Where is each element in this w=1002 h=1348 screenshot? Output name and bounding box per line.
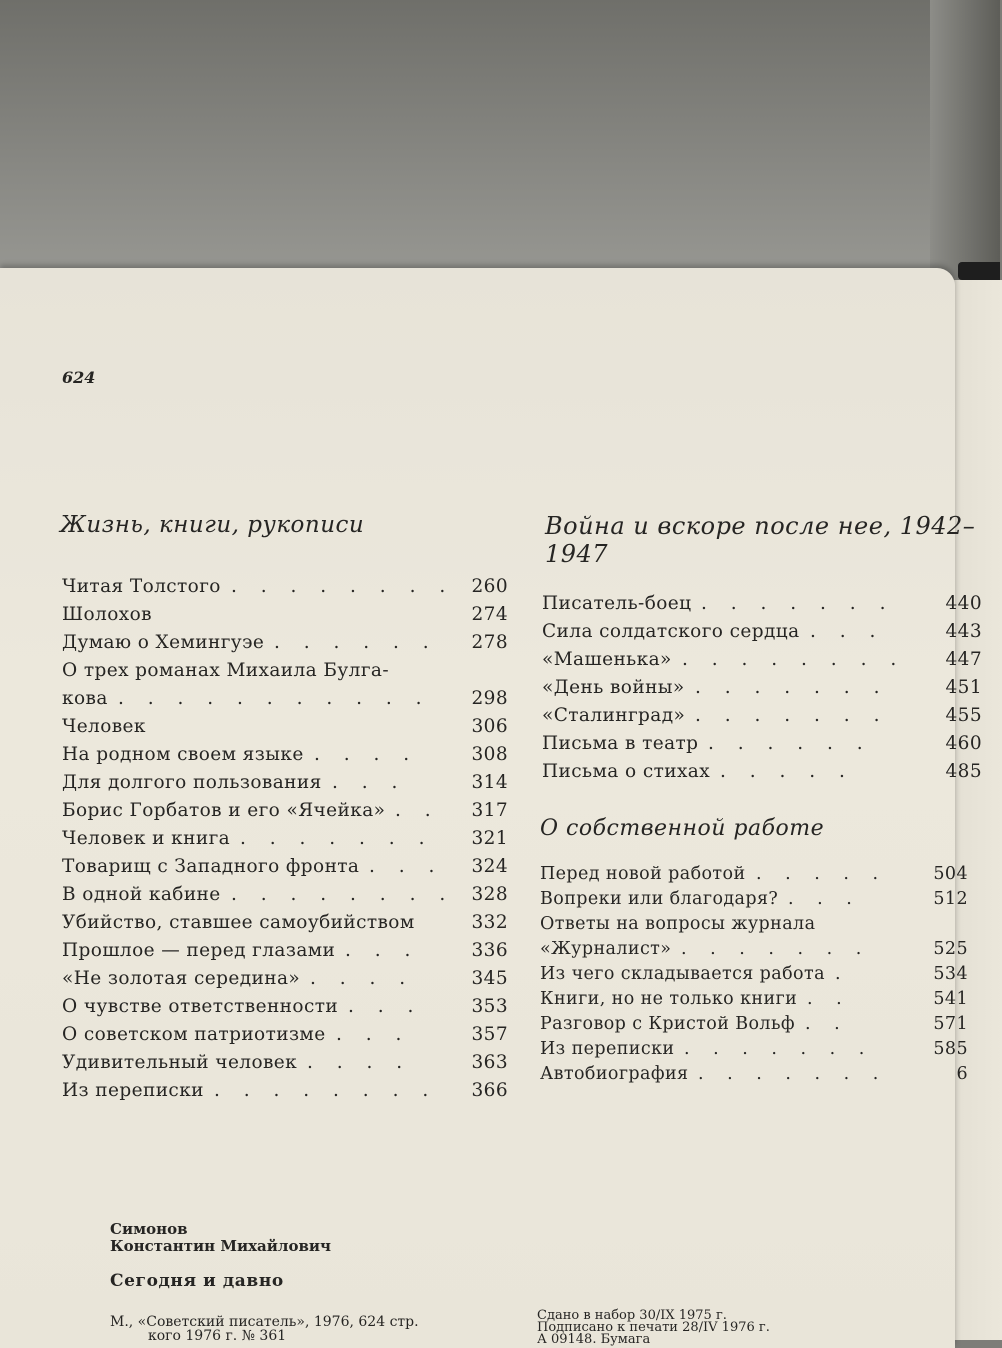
toc-entry-page: 366: [471, 1080, 508, 1101]
toc-entry: [62, 965, 508, 993]
toc-entry-title: Для долгого пользования: [62, 772, 322, 793]
toc-entry-page: 485: [945, 761, 982, 782]
toc-entry-page: 308: [471, 744, 508, 765]
toc-leader-dots: . . . . . . .: [698, 1064, 888, 1084]
left-section-title: Жизнь, книги, рукописи: [60, 512, 365, 538]
toc-entry: [62, 573, 508, 601]
book-page: [0, 268, 982, 1348]
toc-entry-title: «Сталинград»: [542, 705, 686, 726]
toc-entry-title: «Машенька»: [542, 649, 672, 670]
toc-entry-title: Письма о стихах: [542, 761, 711, 782]
toc-entry-page: 6: [956, 1064, 968, 1084]
colophon-author-name: Константин Михайлович: [110, 1237, 332, 1255]
toc-leader-dots: . . .: [369, 856, 444, 877]
toc-entry-title: На родном своем языке: [62, 744, 304, 765]
toc-entry: [62, 629, 508, 657]
toc-entry: [62, 853, 508, 881]
toc-entry-title: «День войны»: [542, 677, 685, 698]
toc-entry-page: 571: [933, 1014, 968, 1034]
toc-entry: [62, 685, 508, 713]
colophon-order: А 09148. Бумага: [537, 1332, 651, 1347]
toc-entry: [542, 618, 982, 646]
toc-entry-title: Товарищ с Западного фронта: [62, 856, 360, 877]
toc-entry-page: 443: [945, 621, 982, 642]
toc-entry-page: 440: [945, 593, 982, 614]
toc-entry-title: Человек и книга: [62, 828, 231, 849]
toc-entry: [540, 887, 968, 912]
toc-entry-title: Из переписки: [62, 1080, 204, 1101]
toc-leader-dots: . . . .: [314, 744, 419, 765]
toc-entry: [540, 937, 968, 962]
toc-entry-title: Думаю о Хемингуэе: [62, 632, 265, 653]
left-toc-list: [62, 573, 508, 1105]
toc-entry-title: Убийство, ставшее самоубийством: [62, 912, 415, 933]
toc-entry-title: Письма в театр: [542, 733, 699, 754]
toc-leader-dots: . . . . . . .: [701, 593, 895, 614]
toc-entry: [62, 601, 508, 629]
toc-leader-dots: . . . . . . . .: [214, 1080, 438, 1101]
toc-entry-title: О чувстве ответственности: [62, 996, 339, 1017]
toc-entry-title: «Журналист»: [540, 939, 672, 959]
toc-entry-title: Из переписки: [540, 1039, 675, 1059]
toc-entry-page: 541: [933, 989, 968, 1009]
toc-entry: [540, 1062, 968, 1087]
toc-entry-page: 274: [471, 604, 508, 625]
right-toc-list-1: [542, 590, 982, 786]
toc-leader-dots: . . . . .: [756, 864, 888, 884]
toc-leader-dots: . . . . . . . . . . .: [118, 688, 431, 709]
toc-entry: [62, 657, 508, 685]
toc-entry-page: 328: [471, 884, 508, 905]
toc-entry: [62, 937, 508, 965]
toc-entry-page: 278: [471, 632, 508, 653]
toc-entry-page: 357: [471, 1024, 508, 1045]
toc-entry: [62, 909, 508, 937]
toc-entry: [540, 1012, 968, 1037]
background-shadow: [930, 0, 1000, 300]
toc-entry-page: 345: [471, 968, 508, 989]
toc-entry: [62, 713, 508, 741]
toc-entry: [62, 993, 508, 1021]
toc-entry: [540, 1037, 968, 1062]
toc-leader-dots: . . .: [345, 940, 420, 961]
toc-leader-dots: . . . . .: [720, 761, 854, 782]
toc-entry: [542, 702, 982, 730]
toc-entry: [542, 730, 982, 758]
toc-entry: [62, 825, 508, 853]
colophon-typeset: Сдано в набор 30/IX 1975 г.: [537, 1308, 727, 1323]
toc-leader-dots: . . . . . . .: [681, 939, 871, 959]
toc-entry-page: 447: [945, 649, 982, 670]
toc-leader-dots: . . . . . . .: [695, 677, 889, 698]
toc-entry: [62, 797, 508, 825]
toc-leader-dots: . . . . . . . .: [682, 649, 906, 670]
toc-entry: [62, 769, 508, 797]
colophon-book-title: Сегодня и давно: [110, 1271, 284, 1291]
toc-entry-title: Читая Толстого: [62, 576, 221, 597]
toc-leader-dots: . . . . . . .: [684, 1039, 874, 1059]
colophon-publisher: М., «Советский писатель», 1976, 624 стр.: [110, 1314, 419, 1330]
toc-entry-title: Вопреки или благодаря?: [540, 889, 779, 909]
toc-entry-page: 363: [471, 1052, 508, 1073]
right-section-2-title: О собственной работе: [540, 816, 825, 841]
toc-entry: [542, 758, 982, 786]
toc-leader-dots: . . .: [810, 621, 885, 642]
toc-entry-title: Борис Горбатов и его «Ячейка»: [62, 800, 386, 821]
toc-entry-page: 455: [945, 705, 982, 726]
toc-entry: [540, 962, 968, 987]
book-cover-corner: [958, 262, 1000, 280]
toc-leader-dots: . . . .: [310, 968, 415, 989]
right-section-1-title-line1: Война и вскоре после нее, 1942–: [545, 512, 976, 540]
toc-leader-dots: .: [835, 964, 850, 984]
toc-entry-page: 460: [945, 733, 982, 754]
toc-entry-title: Человек: [62, 716, 146, 737]
toc-entry-page: 332: [471, 912, 508, 933]
toc-leader-dots: . . . .: [307, 1052, 412, 1073]
toc-entry-title: О трех романах Михаила Булга-: [62, 660, 389, 681]
toc-entry-page: 336: [471, 940, 508, 961]
toc-entry: [542, 674, 982, 702]
colophon-plan: кого 1976 г. № 361: [148, 1328, 287, 1344]
toc-entry-title: Перед новой работой: [540, 864, 746, 884]
colophon-author-surname: Симонов: [110, 1220, 188, 1238]
toc-entry-page: 298: [471, 688, 508, 709]
toc-entry-page: 321: [471, 828, 508, 849]
toc-entry-title: В одной кабине: [62, 884, 221, 905]
toc-entry-page: 451: [945, 677, 982, 698]
toc-entry-title: Книги, но не только книги: [540, 989, 798, 1009]
right-section-1-title-line2: 1947: [545, 540, 609, 568]
toc-leader-dots: . .: [395, 800, 440, 821]
toc-entry: [542, 590, 982, 618]
page-number: 624: [62, 368, 96, 387]
toc-entry-title: Разговор с Кристой Вольф: [540, 1014, 795, 1034]
toc-entry-page: 525: [933, 939, 968, 959]
toc-entry-page: 353: [471, 996, 508, 1017]
toc-leader-dots: . . .: [336, 1024, 411, 1045]
toc-entry-title: Прошлое — перед глазами: [62, 940, 336, 961]
toc-leader-dots: . . . . . .: [274, 632, 438, 653]
toc-entry-page: 512: [933, 889, 968, 909]
toc-entry: [540, 987, 968, 1012]
toc-entry: [540, 862, 968, 887]
toc-leader-dots: . . . . . . .: [695, 705, 889, 726]
toc-leader-dots: . . .: [788, 889, 861, 909]
toc-leader-dots: . .: [807, 989, 851, 1009]
toc-entry-title: Удивительный человек: [62, 1052, 298, 1073]
toc-entry-page: 534: [933, 964, 968, 984]
toc-entry: [62, 741, 508, 769]
toc-leader-dots: . . .: [332, 772, 407, 793]
toc-entry: [542, 646, 982, 674]
toc-entry-page: 260: [471, 576, 508, 597]
toc-leader-dots: . . . . . . .: [240, 828, 434, 849]
toc-leader-dots: . . .: [348, 996, 423, 1017]
toc-entry: [62, 1021, 508, 1049]
toc-entry-page: 314: [471, 772, 508, 793]
right-toc-list-2: [540, 862, 968, 1087]
toc-entry: [62, 1049, 508, 1077]
toc-entry-title: Ответы на вопросы журнала: [540, 914, 816, 934]
background-surface: [0, 0, 1000, 300]
toc-leader-dots: . . . . . .: [708, 733, 872, 754]
toc-entry-title: кова: [62, 688, 108, 709]
toc-entry-page: 306: [471, 716, 508, 737]
toc-leader-dots: . .: [805, 1014, 849, 1034]
toc-entry-page: 324: [471, 856, 508, 877]
toc-leader-dots: . . . . . . . .: [231, 576, 455, 597]
toc-entry-title: «Не золотая середина»: [62, 968, 301, 989]
toc-entry-page: 504: [933, 864, 968, 884]
toc-entry-title: Сила солдатского сердца: [542, 621, 800, 642]
toc-entry-title: О советском патриотизме: [62, 1024, 326, 1045]
toc-leader-dots: . . . . . . . .: [231, 884, 455, 905]
toc-entry-title: Автобиография: [540, 1064, 689, 1084]
toc-entry-title: Писатель-боец: [542, 593, 692, 614]
toc-entry: [62, 1077, 508, 1105]
toc-entry-title: Из чего складывается работа: [540, 964, 825, 984]
toc-entry: [62, 881, 508, 909]
toc-entry: [540, 912, 968, 937]
toc-entry-page: 317: [471, 800, 508, 821]
colophon-signed: Подписано к печати 28/IV 1976 г.: [537, 1320, 770, 1335]
toc-entry-page: 585: [933, 1039, 968, 1059]
toc-entry-title: Шолохов: [62, 604, 152, 625]
